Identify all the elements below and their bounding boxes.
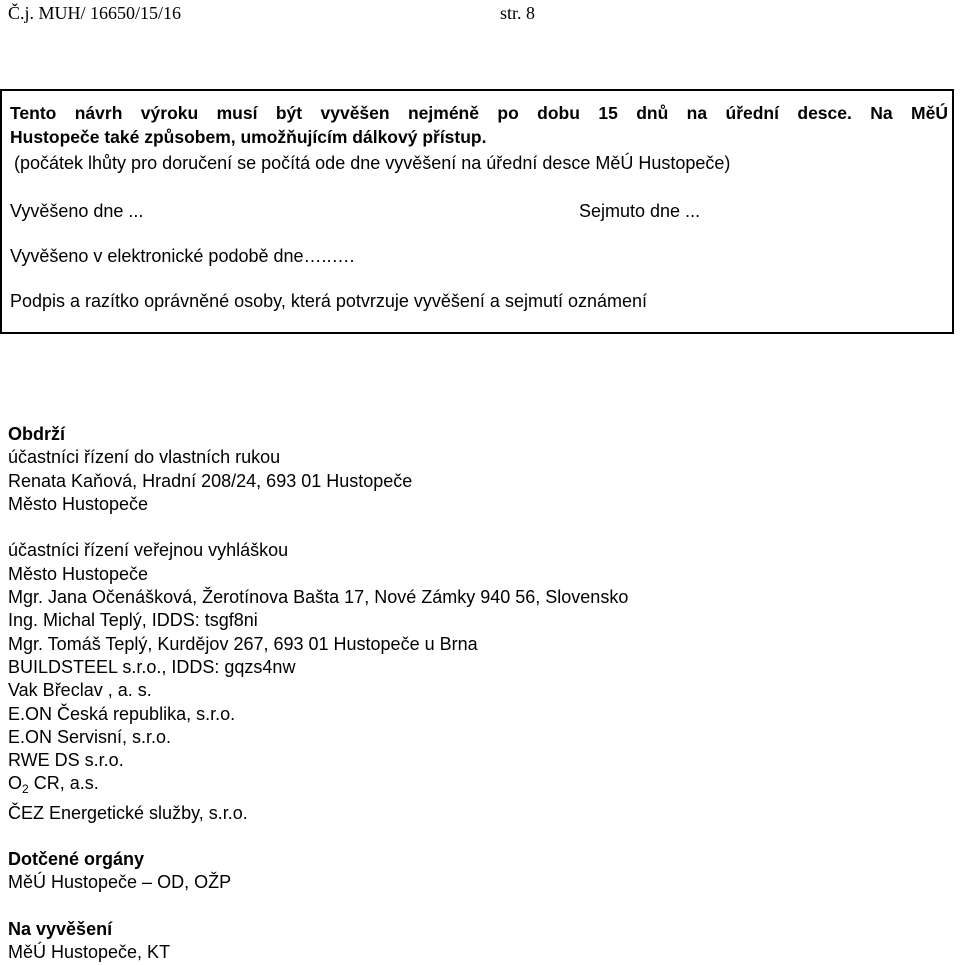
recipient-item: Mgr. Tomáš Teplý, Kurdějov 267, 693 01 Hustopeče u Brna <box>8 633 478 654</box>
posting-instruction <box>10 101 948 149</box>
recipient-item: Vak Břeclav , a. s. <box>8 680 152 701</box>
posting-section <box>8 918 170 965</box>
posting-item: MěÚ Hustopeče, KT <box>8 942 171 963</box>
recipient-item-o2 <box>8 772 628 801</box>
recipients-group1-title: účastníci řízení do vlastních rukou <box>8 447 281 468</box>
reference-number: Č.j. MUH/ 16650/15/16 <box>8 3 182 23</box>
posting-instruction-line-1: Tento návrh výroku musí být vyvěšen nejméně po dobu 15 dnů na úřední desce. Na MěÚ <box>10 103 948 123</box>
o2-suffix: CR, a.s. <box>28 773 99 794</box>
recipient-item: E.ON Servisní, s.r.o. <box>8 726 172 747</box>
delivery-period-note: (počátek lhůty pro doručení se počítá ode dne vyvěšení na úřední desce MěÚ Hustopeče) <box>14 153 731 173</box>
posting-title: Na vyvěšení <box>8 919 113 939</box>
removed-date-field: Sejmuto dne ... <box>579 201 701 221</box>
page-header <box>8 2 536 24</box>
spacer <box>8 516 628 539</box>
authority-item: MěÚ Hustopeče – OD, OŽP <box>8 872 232 893</box>
recipient-item: BUILDSTEEL s.r.o., IDDS: gqzs4nw <box>8 656 296 677</box>
recipient-item: Ing. Michal Teplý, IDDS: tsgf8ni <box>8 610 258 631</box>
authorities-section <box>8 848 231 895</box>
recipient-item: Mgr. Jana Očenášková, Žerotínova Bašta 17, Nové Zámky 940 56, Slovensko <box>8 587 629 608</box>
page-number: str. 8 <box>500 3 536 23</box>
recipient-item: Město Hustopeče <box>8 563 149 584</box>
recipient-item: E.ON Česká republika, s.r.o. <box>8 703 236 724</box>
recipients-section <box>8 423 628 825</box>
posted-date-field: Vyvěšeno dne ... <box>10 201 144 221</box>
recipient-item: Město Hustopeče <box>8 493 149 514</box>
recipient-item: RWE DS s.r.o. <box>8 750 124 771</box>
recipients-group2-title: účastníci řízení veřejnou vyhláškou <box>8 540 289 561</box>
electronic-posting-date-field: Vyvěšeno v elektronické podobě dne…..…. <box>10 246 355 266</box>
authorities-title: Dotčené orgány <box>8 849 145 869</box>
recipients-title: Obdrží <box>8 424 65 444</box>
o2-prefix: O <box>8 773 23 794</box>
posting-instruction-line-2: Hustopeče také způsobem, umožňujícím dálkový přístup. <box>10 127 487 147</box>
posting-notice-box <box>0 89 954 334</box>
o2-subscript: 2 <box>22 782 29 797</box>
signature-line: Podpis a razítko oprávněné osoby, která potvrzuje vyvěšení a sejmutí oznámení <box>10 291 648 311</box>
recipient-item: Renata Kaňová, Hradní 208/24, 693 01 Hustopeče <box>8 470 413 491</box>
recipient-item: ČEZ Energetické služby, s.r.o. <box>8 802 248 823</box>
